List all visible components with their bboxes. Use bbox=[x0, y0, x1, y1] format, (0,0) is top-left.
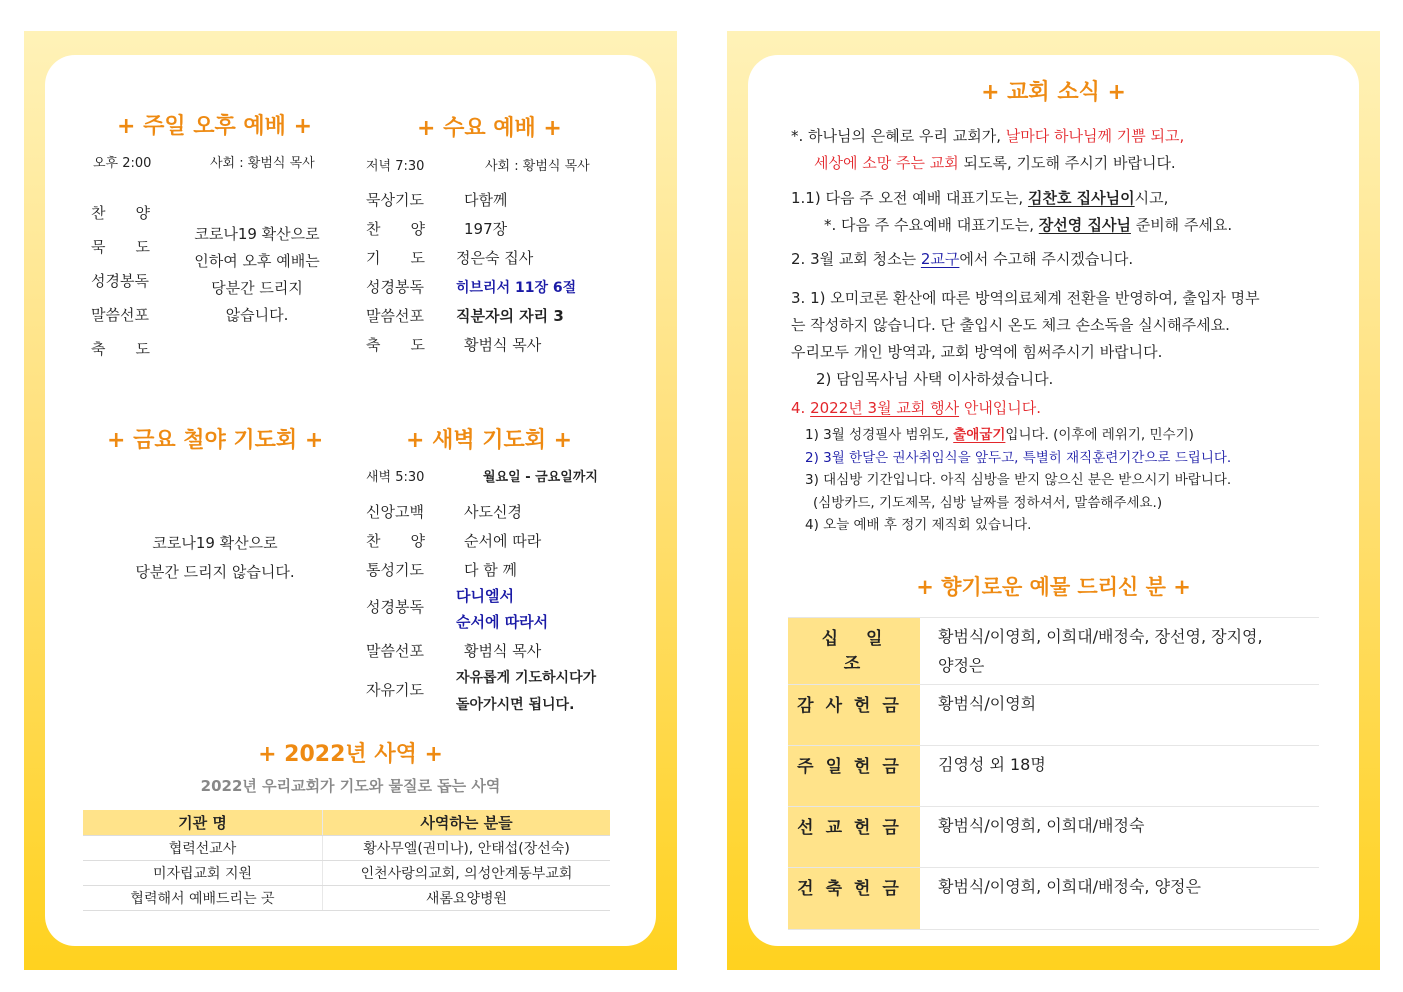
wednesday-value: 정은숙 집사 bbox=[456, 249, 534, 267]
prayer-leader-sunday: 김찬호 집사님이 bbox=[1027, 189, 1135, 207]
table-cell: 미자립교회 지원 bbox=[83, 861, 323, 886]
ministry-title: + 2022년 사역 + bbox=[258, 742, 443, 767]
intro-highlight: 날마다 하나님께 기쁨 되고, bbox=[1005, 127, 1185, 145]
table-header: 사역하는 분들 bbox=[323, 810, 611, 836]
wednesday-time: 저녁 7:30 bbox=[366, 159, 425, 174]
offering-table bbox=[788, 617, 1319, 929]
wednesday-value: 다함께 bbox=[464, 191, 508, 209]
wednesday-value: 히브리서 11장 6절 bbox=[456, 280, 577, 296]
wednesday-value: 직분자의 자리 3 bbox=[456, 307, 564, 325]
offering-row bbox=[788, 867, 1319, 930]
item1-text: 1.1) 다음 주 오전 예배 대표기도는, bbox=[791, 189, 1028, 207]
right-card bbox=[748, 55, 1359, 946]
table-cell: 협력해서 예배드리는 곳 bbox=[83, 886, 323, 911]
item3-line: 는 작성하지 않습니다. 단 출입시 온도 체크 손소독을 실시해주세요. bbox=[791, 316, 1230, 334]
item4-line: (심방카드, 기도제목, 심방 날짜를 정하셔서, 말씀해주세요.) bbox=[813, 494, 1163, 511]
item4-line: 4) 오늘 예배 후 정기 제직회 있습니다. bbox=[805, 517, 1032, 533]
offering-value: 김영성 외 18명 bbox=[938, 755, 1046, 774]
left-page bbox=[24, 31, 677, 970]
wednesday-label: 묵상기도 bbox=[366, 191, 424, 209]
wednesday-value: 황범식 목사 bbox=[464, 336, 542, 354]
item4-line: 3) 대심방 기간입니다. 아직 심방을 받지 않으신 분은 받으시기 바랍니다. bbox=[805, 472, 1232, 488]
offering-row bbox=[788, 617, 1319, 685]
item1-text: 시고, bbox=[1134, 189, 1169, 207]
news-item-2 bbox=[791, 248, 1133, 269]
table-row bbox=[83, 861, 610, 886]
item3-line: 2) 담임목사님 사택 이사하셨습니다. bbox=[816, 370, 1054, 388]
table-header: 기관 명 bbox=[83, 810, 323, 836]
friday-notice-line: 코로나19 확산으로 bbox=[152, 534, 278, 552]
item4-text: 4. bbox=[791, 399, 811, 417]
table-row bbox=[83, 836, 610, 861]
dawn-value: 황범식 목사 bbox=[464, 642, 542, 660]
sunday-notice-line: 코로나19 확산으로 bbox=[194, 225, 320, 243]
sunday-order-item: 성경봉독 bbox=[91, 272, 149, 290]
dawn-value: 사도신경 bbox=[464, 503, 522, 521]
offering-title: + 향기로운 예물 드리신 분 + bbox=[916, 575, 1191, 599]
left-card bbox=[45, 55, 656, 946]
ministry-subtitle: 2022년 우리교회가 기도와 물질로 돕는 사역 bbox=[200, 777, 501, 795]
dawn-label: 찬 양 bbox=[366, 532, 425, 550]
wednesday-leader: 사회 : 황범식 목사 bbox=[485, 159, 590, 174]
dawn-reading-line: 다니엘서 bbox=[456, 587, 514, 605]
intro-highlight: 세상에 소망 주는 교회 bbox=[814, 154, 959, 172]
table-cell: 협력선교사 bbox=[83, 836, 323, 861]
sunday-order-item: 축 도 bbox=[91, 340, 150, 358]
offering-value-line: 황범식/이영희, 이희대/배정숙, 장선영, 장지영, bbox=[938, 627, 1263, 646]
dawn-value: 다 함 께 bbox=[464, 561, 518, 579]
news-title: + 교회 소식 + bbox=[981, 80, 1126, 105]
table-cell: 인천사랑의교회, 의성안계동부교회 bbox=[323, 861, 611, 886]
item3-line: 우리모두 개인 방역과, 교회 방역에 힘써주시기 바랍니다. bbox=[791, 343, 1163, 361]
wednesday-title: + 수요 예배 + bbox=[417, 116, 562, 141]
news-intro bbox=[791, 123, 1184, 177]
table-cell: 황사무엘(권미나), 안태섭(장선숙) bbox=[323, 836, 611, 861]
sunday-notice-line: 않습니다. bbox=[225, 306, 289, 324]
sunday-order-item: 묵 도 bbox=[91, 238, 150, 256]
intro-text: *. 하나님의 은혜로 우리 교회가, bbox=[791, 127, 1006, 145]
offering-label: 선교헌금 bbox=[788, 807, 920, 868]
offering-value: 황범식/이영희, 이희대/배정숙 bbox=[938, 816, 1145, 835]
dawn-reading-line: 순서에 따라서 bbox=[456, 613, 549, 631]
sunday-notice bbox=[177, 221, 337, 329]
table-header-row bbox=[83, 810, 610, 836]
news-item-3 bbox=[791, 285, 1260, 393]
dawn-days: 월요일 - 금요일까지 bbox=[483, 470, 598, 485]
wednesday-label: 성경봉독 bbox=[366, 278, 424, 296]
offering-value bbox=[938, 622, 1263, 680]
item4-line: 입니다. (이후에 레위기, 민수기) bbox=[1005, 427, 1194, 443]
sunday-order-list bbox=[91, 196, 150, 366]
dawn-value: 순서에 따라 bbox=[464, 532, 542, 550]
sunday-order-item: 말씀선포 bbox=[91, 306, 149, 324]
item4-text: 안내입니다. bbox=[959, 399, 1042, 417]
dawn-label: 자유기도 bbox=[366, 681, 424, 699]
offering-row bbox=[788, 684, 1319, 746]
item4-event: 2022년 3월 교회 행사 bbox=[810, 399, 960, 417]
ministry-table bbox=[83, 810, 610, 911]
dawn-time: 새벽 5:30 bbox=[366, 470, 425, 485]
item3-line: 3. 1) 오미코론 환산에 따른 방역의료체계 전환을 반영하여, 출입자 명부 bbox=[791, 289, 1260, 307]
sunday-title: + 주일 오후 예배 + bbox=[117, 114, 313, 139]
table-row bbox=[83, 886, 610, 911]
sunday-leader: 사회 : 황범식 목사 bbox=[210, 156, 315, 171]
wednesday-label: 말씀선포 bbox=[366, 307, 424, 325]
offering-label: 건축헌금 bbox=[788, 868, 920, 929]
item1-text: *. 다음 주 수요예배 대표기도는, bbox=[824, 216, 1039, 234]
offering-label: 감사헌금 bbox=[788, 685, 920, 746]
offering-value: 황범식/이영희 bbox=[938, 694, 1037, 713]
wednesday-label: 기 도 bbox=[366, 249, 425, 267]
table-cell: 새롬요양병원 bbox=[323, 886, 611, 911]
sunday-notice-line: 당분간 드리지 bbox=[211, 279, 303, 297]
item2-text: 에서 수고해 주시겠습니다. bbox=[959, 250, 1134, 268]
wednesday-label: 찬 양 bbox=[366, 220, 425, 238]
dawn-free-prayer bbox=[456, 665, 596, 719]
friday-notice-line: 당분간 드리지 않습니다. bbox=[135, 563, 295, 581]
dawn-reading bbox=[456, 583, 548, 635]
item4-line: 1) 3월 성경필사 범위도, bbox=[805, 427, 954, 443]
bible-book: 출애굽기 bbox=[953, 427, 1006, 443]
wednesday-value: 197장 bbox=[464, 220, 508, 238]
cleaning-group: 2교구 bbox=[920, 250, 960, 268]
offering-row bbox=[788, 806, 1319, 868]
right-page bbox=[727, 31, 1380, 970]
offering-value-line: 양정은 bbox=[938, 656, 985, 675]
news-item-4-head bbox=[791, 397, 1041, 418]
item2-text: 2. 3월 교회 청소는 bbox=[791, 250, 921, 268]
dawn-order-list bbox=[366, 501, 646, 741]
prayer-leader-wednesday: 장선영 집사님 bbox=[1038, 216, 1131, 234]
sunday-order-item: 찬 양 bbox=[91, 204, 150, 222]
dawn-free-prayer-line: 자유롭게 기도하시다가 bbox=[456, 670, 597, 686]
dawn-label: 통성기도 bbox=[366, 561, 424, 579]
dawn-label: 신앙고백 bbox=[366, 503, 424, 521]
offering-row bbox=[788, 745, 1319, 807]
offering-label: 주일헌금 bbox=[788, 746, 920, 807]
news-item-1 bbox=[791, 185, 1232, 239]
dawn-title: + 새벽 기도회 + bbox=[406, 428, 573, 453]
friday-notice bbox=[115, 529, 315, 587]
dawn-free-prayer-line: 돌아가시면 됩니다. bbox=[456, 697, 575, 713]
wednesday-label: 축 도 bbox=[366, 336, 425, 354]
dawn-label: 말씀선포 bbox=[366, 642, 424, 660]
dawn-label: 성경봉독 bbox=[366, 598, 424, 616]
item1-text: 준비해 주세요. bbox=[1130, 216, 1233, 234]
intro-text: 되도록, 기도해 주시기 바랍니다. bbox=[958, 154, 1176, 172]
sunday-time: 오후 2:00 bbox=[93, 156, 152, 171]
offering-value: 황범식/이영희, 이희대/배정숙, 양정은 bbox=[938, 877, 1201, 896]
friday-title: + 금요 철야 기도회 + bbox=[107, 428, 324, 453]
offering-label: 십일조 bbox=[788, 618, 920, 685]
item4-line: 2) 3월 한달은 권사취임식을 앞두고, 특별히 재직훈련기간으로 드립니다. bbox=[805, 449, 1232, 466]
news-item-4-list bbox=[805, 424, 1231, 537]
sunday-notice-line: 인하여 오후 예배는 bbox=[194, 252, 320, 270]
